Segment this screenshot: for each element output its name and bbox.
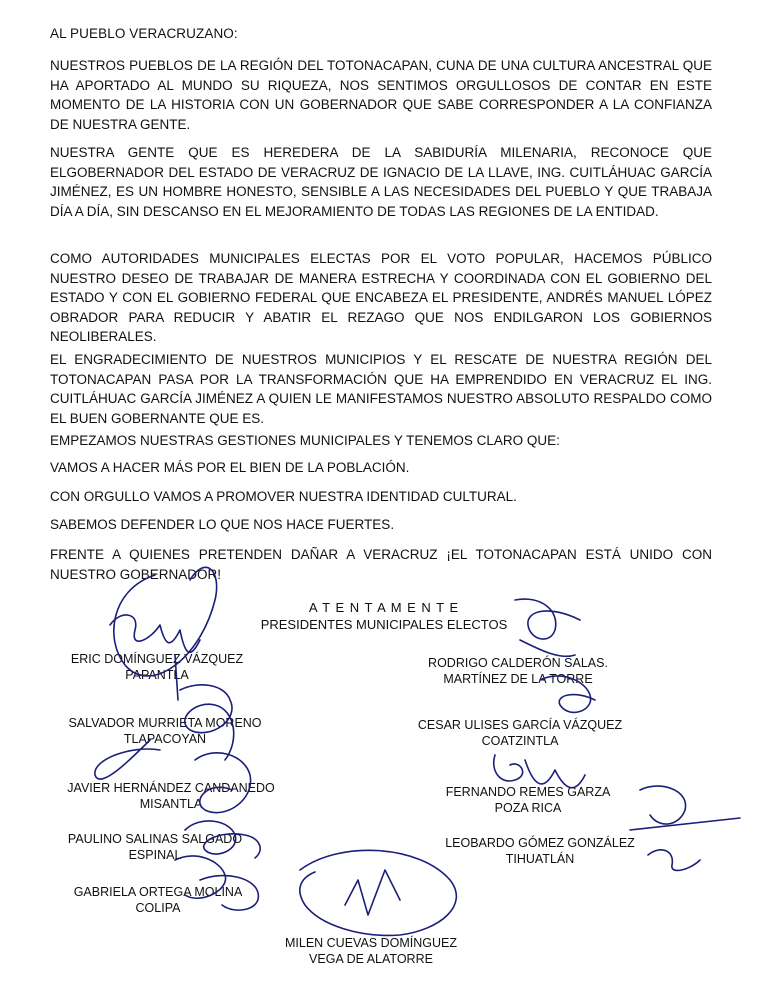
signer-name: SALVADOR MURRIETA MORENO xyxy=(68,716,262,730)
statement-line-5: FRENTE A QUIENES PRETENDEN DAÑAR A VERACRUZ ¡EL TOTONACAPAN ESTÁ UNIDO CON NUESTRO GOBERNADOR! xyxy=(50,547,712,582)
signer-name: MILEN CUEVAS DOMÍNGUEZ xyxy=(284,936,457,950)
signer-municipality: VEGA DE ALATORRE xyxy=(309,952,433,966)
signer-municipality: PAPANTLA xyxy=(125,668,189,682)
statement-line-3: CON ORGULLO VAMOS A PROMOVER NUESTRA IDENTIDAD CULTURAL. xyxy=(50,489,517,504)
signer-name: CESAR ULISES GARCÍA VÁZQUEZ xyxy=(417,718,623,732)
signer-municipality: ESPINAL xyxy=(128,848,182,862)
salutation: AL PUEBLO VERACRUZANO: xyxy=(50,26,238,41)
paragraph-2: NUESTRA GENTE QUE ES HEREDERA DE LA SABIDURÍA MILENARIA, RECONOCE QUE ELGOBERNADOR DEL ESTADO DE VERACRUZ DE IGNACIO DE LA LLAVE, ING. CUITLÁHUAC GARCÍA JIMÉNEZ, ES UN HOMBRE HONESTO, SENSIBLE A LAS NECESIDADES DEL PUEBLO Y QUE TRABAJA DÍA A DÍA, SIN DESCANSO EN EL MEJORAMIENTO DE TODAS LAS REGIONES DE LA ENTIDAD. xyxy=(50,145,712,219)
paragraph-1: NUESTROS PUEBLOS DE LA REGIÓN DEL TOTONACAPAN, CUNA DE UNA CULTURA ANCESTRAL QUE HA APORTADO AL MUNDO SU RIQUEZA, NOS SENTIMOS ORGULLOSOS DE CONTAR EN ESTE MOMENTO DE LA HISTORIA CON UN GOBERNADOR QUE SABE CORRESPONDER A LA CONFIANZA DE NUESTRA GENTE. xyxy=(50,58,712,132)
signer-name: RODRIGO CALDERÓN SALAS. xyxy=(428,656,608,670)
signer-name: JAVIER HERNÁNDEZ CANDANEDO xyxy=(67,781,275,795)
paragraph-4: EL ENGRADECIMIENTO DE NUESTROS MUNICIPIOS Y EL RESCATE DE NUESTRA REGIÓN DEL TOTONACAPAN PASA POR LA TRANSFORMACIÓN QUE HA EMPRENDIDO EN VERACRUZ EL ING. CUITLÁHUAC GARCÍA JIMÉNEZ A QUIEN LE MANIFESTAMOS NUESTRO ABSOLUTO RESPALDO COMO EL BUEN GOBERNANTE QUE ES. xyxy=(50,352,712,426)
signer-name: FERNANDO REMES GARZA xyxy=(445,785,611,799)
statement-line-2: VAMOS A HACER MÁS POR EL BIEN DE LA POBLACIÓN. xyxy=(50,460,410,475)
signer-municipality: POZA RICA xyxy=(494,801,562,815)
signer-municipality: MISANTLA xyxy=(139,797,203,811)
statement-line-4: SABEMOS DEFENDER LO QUE NOS HACE FUERTES. xyxy=(50,517,395,532)
signer-name: GABRIELA ORTEGA MOLINA xyxy=(73,885,243,899)
statement-line-1: EMPEZAMOS NUESTRAS GESTIONES MUNICIPALES Y TENEMOS CLARO QUE: xyxy=(50,433,560,448)
paragraph-3: COMO AUTORIDADES MUNICIPALES ELECTAS POR EL VOTO POPULAR, HACEMOS PÚBLICO NUESTRO DESEO DE TRABAJAR DE MANERA ESTRECHA Y COORDINADA CON EL GOBIERNO DEL ESTADO Y CON EL GOBIERNO FEDERAL QUE ENCABEZA EL PRESIDENTE, ANDRÉS MANUEL LÓPEZ OBRADOR PARA REDUCIR Y ABATIR EL REZAGO QUE NOS ENDILGARON LOS GOBIERNOS NEOLIBERALES. xyxy=(50,251,712,344)
signature-poza-rica xyxy=(494,755,585,788)
signer-name: PAULINO SALINAS SALGADO xyxy=(67,832,243,846)
signer-name: LEOBARDO GÓMEZ GONZÁLEZ xyxy=(445,836,635,850)
signature-vega-inner xyxy=(345,870,400,915)
signers-title: PRESIDENTES MUNICIPALES ELECTOS xyxy=(260,617,508,632)
closing-atentamente: A T E N T A M E N T E xyxy=(308,600,460,615)
signer-municipality: COATZINTLA xyxy=(481,734,559,748)
signer-municipality: MARTÍNEZ DE LA TORRE xyxy=(443,672,593,686)
signer-municipality: TLAPACOYAN xyxy=(123,732,207,746)
signer-name: ERIC DOMÍNGUEZ VÁZQUEZ xyxy=(70,652,244,666)
signer-municipality: TIHUATLÁN xyxy=(505,852,575,866)
signer-municipality: COLIPA xyxy=(135,901,181,915)
